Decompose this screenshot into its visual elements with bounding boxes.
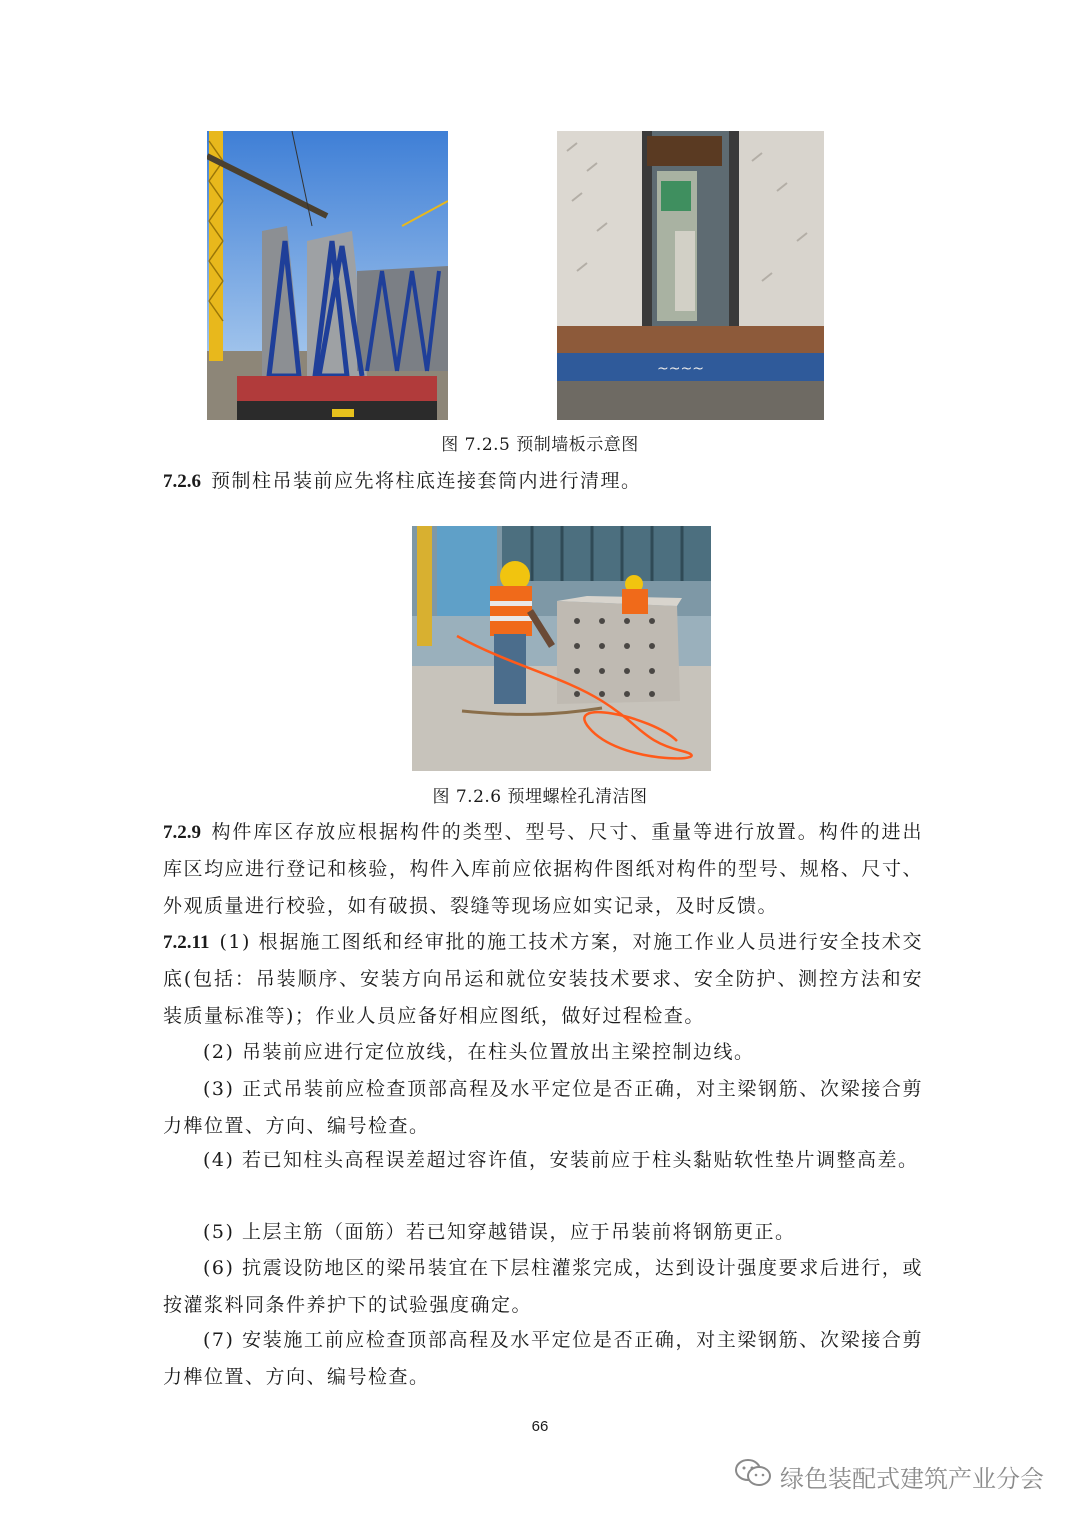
section-7-2-9: [163, 814, 923, 925]
page-number: 66: [531, 1418, 549, 1435]
section-number: 7.2.11: [163, 932, 210, 953]
section-number: 7.2.9: [163, 822, 201, 843]
section-7-2-11-item-2: (2) 吊装前应进行定位放线，在柱头位置放出主梁控制边线。: [203, 1041, 755, 1063]
svg-text:~~~~: ~~~~: [657, 361, 704, 377]
section-7-2-11-item-4: (4) 若已知柱头高程误差超过容许值，安装前应于柱头黏贴软性垫片调整高差。: [203, 1149, 919, 1171]
section-text: 构件库区存放应根据构件的类型、型号、尺寸、重量等进行放置。构件的进出库区均应进行登记和核验，构件入库前应依据构件图纸对构件的型号、规格、尺寸、外观质量进行校验，如有破损、裂缝等现场应如实记录，及时反馈。: [163, 821, 923, 917]
wechat-icon: [734, 1458, 772, 1494]
section-7-2-11-item-5: (5) 上层主筋（面筋）若已知穿越错误，应于吊装前将钢筋更正。: [203, 1221, 796, 1243]
section-7-2-6: [163, 463, 923, 500]
section-7-2-11-item-7: (7) 安装施工前应检查顶部高程及水平定位是否正确，对主梁钢筋、次梁接合剪力榫位置、方向、编号检查。: [163, 1329, 923, 1388]
watermark: [734, 1458, 1044, 1494]
photo-wall-panels-truck: [207, 131, 448, 420]
photo-bolt-hole-cleaning: [412, 526, 711, 771]
section-number: 7.2.6: [163, 471, 201, 492]
section-text: 预制柱吊装前应先将柱底连接套筒内进行清理。: [211, 470, 642, 492]
figure-caption-7-2-5: 图 7.2.5 预制墙板示意图: [441, 435, 639, 455]
section-7-2-11-item-6: (6) 抗震设防地区的梁吊装宜在下层柱灌浆完成，达到设计强度要求后进行，或按灌浆料同条件养护下的试验强度确定。: [163, 1257, 923, 1316]
watermark-text: 绿色装配式建筑产业分会: [780, 1464, 1044, 1493]
section-7-2-11-item-3: (3) 正式吊装前应检查顶部高程及水平定位是否正确，对主梁钢筋、次梁接合剪力榫位置、方向、编号检查。: [163, 1078, 923, 1137]
section-text: (1) 根据施工图纸和经审批的施工技术方案，对施工作业人员进行安全技术交底(包括：吊装顺序、安装方向吊运和就位安装技术要求、安全防护、测控方法和安装质量标准等)；作业人员应备好相应图纸，做好过程检查。: [163, 931, 923, 1027]
section-7-2-11-item-1: [163, 924, 923, 1035]
photo-wall-panel-joint: [557, 131, 824, 420]
figure-caption-7-2-6: 图 7.2.6 预埋螺栓孔清洁图: [432, 787, 648, 807]
